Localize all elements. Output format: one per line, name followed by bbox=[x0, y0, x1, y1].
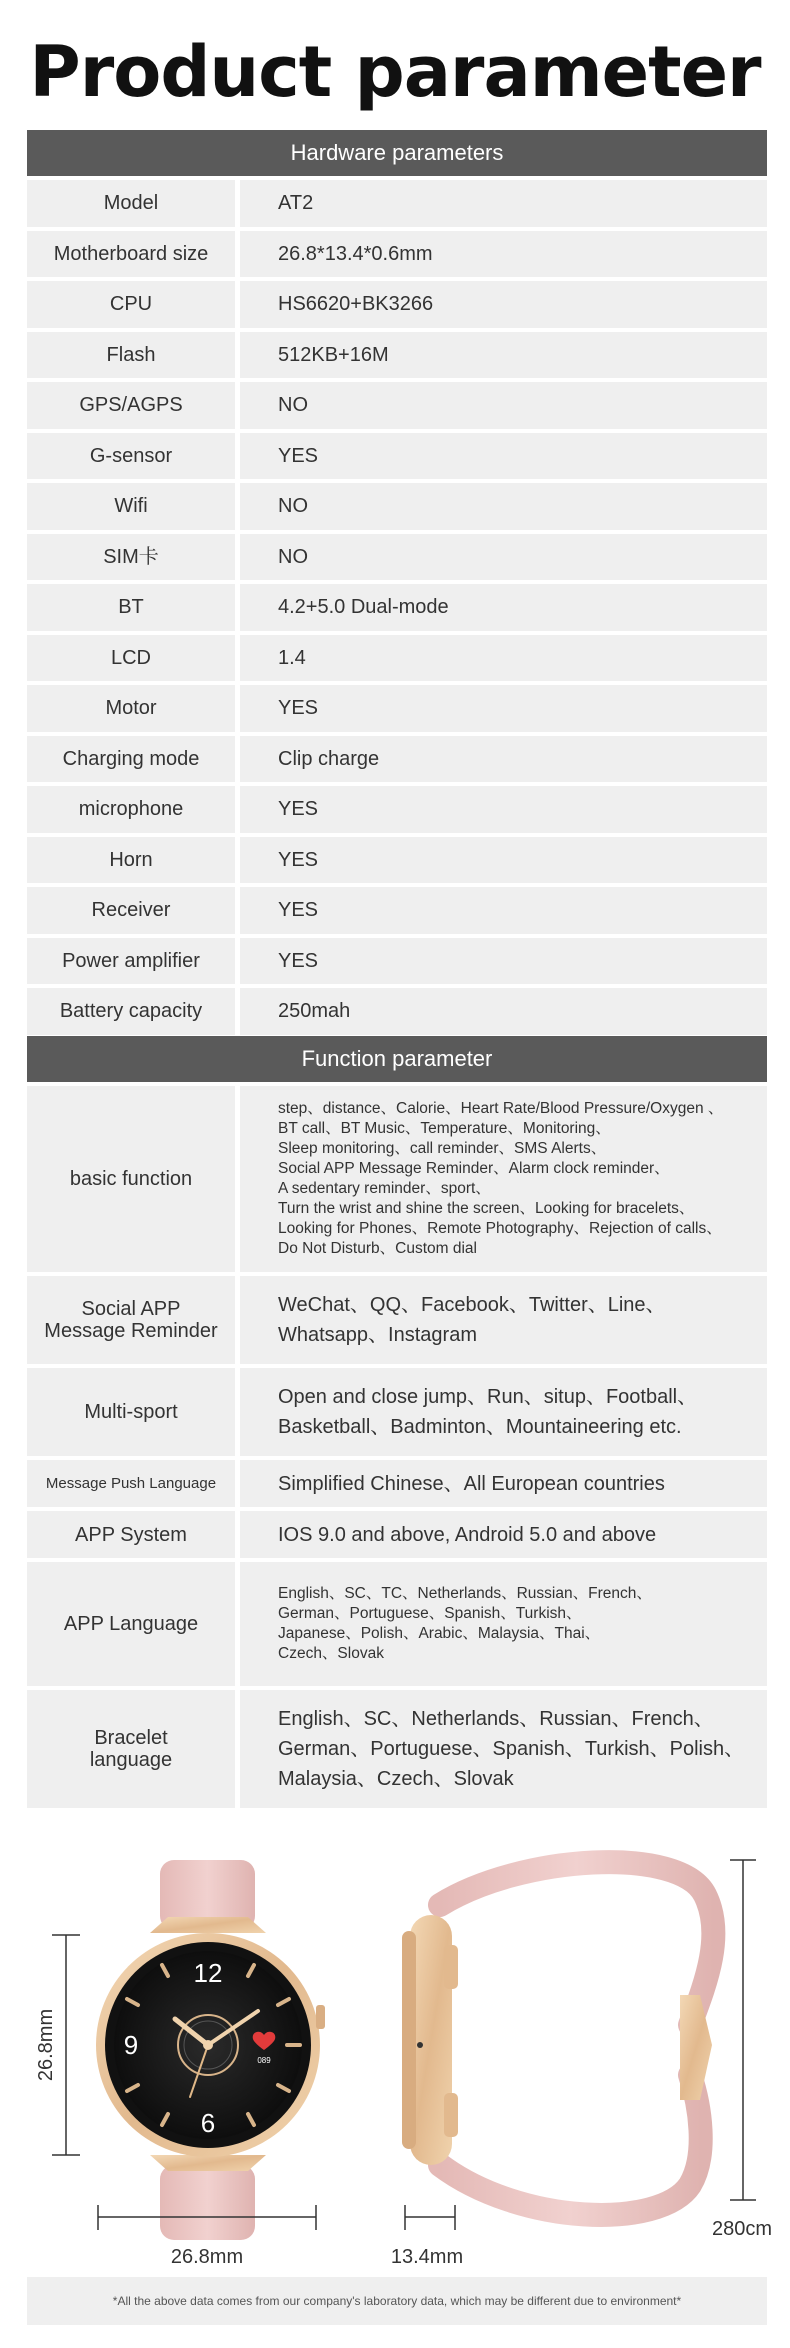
strap-bottom bbox=[160, 2165, 255, 2240]
side-button-top bbox=[444, 1945, 458, 1989]
thickness-label: 13.4mm bbox=[390, 2246, 464, 2268]
param-value: NO bbox=[240, 534, 767, 581]
param-label: microphone bbox=[27, 786, 235, 833]
param-label: Charging mode bbox=[27, 736, 235, 783]
param-value bbox=[240, 1562, 767, 1686]
param-value: 1.4 bbox=[240, 635, 767, 682]
text-line: English、SC、TC、Netherlands、Russian、French、 bbox=[278, 1585, 652, 1602]
function-table bbox=[27, 1036, 767, 1812]
param-value: 250mah bbox=[240, 988, 767, 1035]
param-value bbox=[240, 1690, 767, 1808]
param-value: IOS 9.0 and above, Android 5.0 and above bbox=[240, 1511, 767, 1558]
table-row bbox=[27, 1086, 767, 1272]
table-row bbox=[27, 433, 767, 480]
text-line: Malaysia、Czech、Slovak bbox=[278, 1768, 514, 1790]
dial-numeral-6: 6 bbox=[200, 2108, 216, 2138]
text-line: Open and close jump、Run、situp、Football、 bbox=[278, 1386, 698, 1408]
param-value: Clip charge bbox=[240, 736, 767, 783]
text-line: German、Portuguese、Spanish、Turkish、 bbox=[278, 1605, 582, 1622]
param-value bbox=[240, 1276, 767, 1364]
height-label: 26.8mm bbox=[35, 2008, 57, 2082]
table-row bbox=[27, 685, 767, 732]
dial-numeral-12: 12 bbox=[193, 1958, 223, 1988]
text-line: BT call、BT Music、Temperature、Monitoring、 bbox=[278, 1120, 611, 1137]
param-label: Battery capacity bbox=[27, 988, 235, 1035]
param-value: HS6620+BK3266 bbox=[240, 281, 767, 328]
param-value: YES bbox=[240, 887, 767, 934]
table-row bbox=[27, 180, 767, 227]
strap-bottom-side bbox=[440, 2075, 701, 2215]
table-row bbox=[27, 887, 767, 934]
param-label: Motherboard size bbox=[27, 231, 235, 278]
param-label: Flash bbox=[27, 332, 235, 379]
heart-rate-readout: 089 bbox=[257, 2056, 271, 2065]
text-line: WeChat、QQ、Facebook、Twitter、Line、 bbox=[278, 1294, 666, 1316]
param-value bbox=[240, 1368, 767, 1456]
text-line: Do Not Disturb、Custom dial bbox=[278, 1240, 477, 1257]
table-row bbox=[27, 988, 767, 1035]
param-label: Message Push Language bbox=[27, 1460, 235, 1507]
table-row bbox=[27, 635, 767, 682]
text-line: Turn the wrist and shine the screen、Looking for bracelets、 bbox=[278, 1200, 695, 1217]
param-value: YES bbox=[240, 837, 767, 884]
table-row bbox=[27, 1276, 767, 1364]
hardware-table bbox=[27, 130, 767, 1039]
param-label: Multi-sport bbox=[27, 1368, 235, 1456]
text-line: step、distance、Calorie、Heart Rate/Blood Pressure/Oxygen 、 bbox=[278, 1100, 724, 1117]
param-value: NO bbox=[240, 382, 767, 429]
param-label: Wifi bbox=[27, 483, 235, 530]
param-label: basic function bbox=[27, 1086, 235, 1272]
param-value: YES bbox=[240, 938, 767, 985]
table-row bbox=[27, 1690, 767, 1808]
param-value: YES bbox=[240, 433, 767, 480]
param-label: APP Language bbox=[27, 1562, 235, 1686]
table-row bbox=[27, 1511, 767, 1558]
table-row bbox=[27, 483, 767, 530]
param-value: 26.8*13.4*0.6mm bbox=[240, 231, 767, 278]
param-label: LCD bbox=[27, 635, 235, 682]
footnote: *All the above data comes from our company's laboratory data, which may be different due to environment* bbox=[27, 2277, 767, 2325]
param-label bbox=[27, 1690, 235, 1808]
table-row bbox=[27, 281, 767, 328]
table-row bbox=[27, 534, 767, 581]
param-label bbox=[27, 1276, 235, 1364]
label-line: language bbox=[89, 1749, 173, 1771]
text-line: English、SC、Netherlands、Russian、French、 bbox=[278, 1708, 714, 1730]
param-value: YES bbox=[240, 786, 767, 833]
label-line: Bracelet bbox=[94, 1727, 168, 1749]
param-value: NO bbox=[240, 483, 767, 530]
param-label: Motor bbox=[27, 685, 235, 732]
param-label: Model bbox=[27, 180, 235, 227]
param-value: YES bbox=[240, 685, 767, 732]
text-line: Looking for Phones、Remote Photography、Rejection of calls、 bbox=[278, 1220, 722, 1237]
table-row bbox=[27, 332, 767, 379]
crown-button bbox=[316, 2005, 325, 2029]
label-line: Social APP bbox=[81, 1298, 181, 1320]
strap-top-side bbox=[440, 1862, 713, 2025]
param-label: G-sensor bbox=[27, 433, 235, 480]
table-row bbox=[27, 231, 767, 278]
text-line: Czech、Slovak bbox=[278, 1645, 384, 1662]
param-label: Horn bbox=[27, 837, 235, 884]
watch-illustration bbox=[0, 1835, 790, 2270]
param-label: CPU bbox=[27, 281, 235, 328]
param-label: Receiver bbox=[27, 887, 235, 934]
table-row bbox=[27, 1460, 767, 1507]
side-button-bottom bbox=[444, 2093, 458, 2137]
param-label: SIM卡 bbox=[27, 534, 235, 581]
width-label: 26.8mm bbox=[170, 2246, 244, 2268]
page-title: Product parameter bbox=[29, 31, 761, 113]
front-watch bbox=[96, 1860, 325, 2240]
param-value: AT2 bbox=[240, 180, 767, 227]
sensor-dot bbox=[417, 2042, 423, 2048]
param-value bbox=[240, 1086, 767, 1272]
param-label: BT bbox=[27, 584, 235, 631]
param-label: APP System bbox=[27, 1511, 235, 1558]
thickness-dimension bbox=[405, 2205, 455, 2230]
table-row bbox=[27, 584, 767, 631]
table-row bbox=[27, 1562, 767, 1686]
param-value: 512KB+16M bbox=[240, 332, 767, 379]
label-line: Message Reminder bbox=[44, 1320, 218, 1342]
table-row bbox=[27, 786, 767, 833]
text-line: Japanese、Polish、Arabic、Malaysia、Thai、 bbox=[278, 1625, 601, 1642]
text-line: Sleep monitoring、call reminder、SMS Alerts、 bbox=[278, 1140, 607, 1157]
param-value: 4.2+5.0 Dual-mode bbox=[240, 584, 767, 631]
text-line: German、Portuguese、Spanish、Turkish、Polish、 bbox=[278, 1738, 745, 1760]
table-row bbox=[27, 736, 767, 783]
param-label: Power amplifier bbox=[27, 938, 235, 985]
table-row bbox=[27, 382, 767, 429]
text-line: Basketball、Badminton、Mountaineering etc. bbox=[278, 1416, 682, 1438]
table-row bbox=[27, 938, 767, 985]
table-row bbox=[27, 1368, 767, 1456]
function-header: Function parameter bbox=[27, 1036, 767, 1082]
hardware-header: Hardware parameters bbox=[27, 130, 767, 176]
strap-dimension bbox=[730, 1860, 756, 2200]
text-line: Social APP Message Reminder、Alarm clock reminder、 bbox=[278, 1160, 670, 1177]
table-row bbox=[27, 837, 767, 884]
param-value: Simplified Chinese、All European countries bbox=[240, 1460, 767, 1507]
param-label: GPS/AGPS bbox=[27, 382, 235, 429]
strap-length-label: 280cm bbox=[711, 2218, 773, 2240]
side-watch bbox=[402, 1862, 713, 2215]
text-line: Whatsapp、Instagram bbox=[278, 1324, 477, 1346]
text-line: A sedentary reminder、sport、 bbox=[278, 1180, 491, 1197]
dial-numeral-9: 9 bbox=[123, 2030, 139, 2060]
